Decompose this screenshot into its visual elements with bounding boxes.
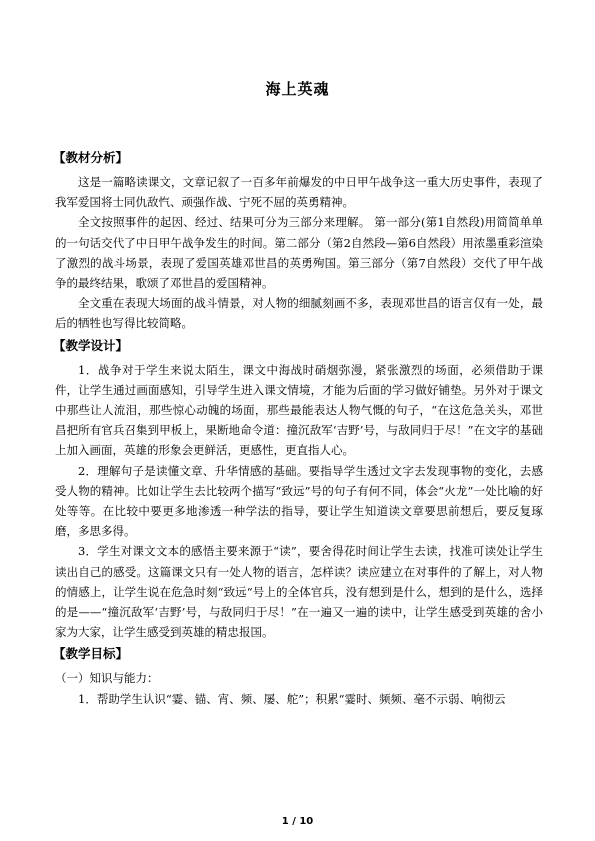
paragraph: 这是一篇略读课文，文章记叙了一百多年前爆发的中日甲午战争这一重大历史事件，表现了我军爱国将士同仇敌忾、顽强作战、宁死不屈的英勇精神。 [55, 175, 543, 210]
paragraph: 全文按照事件的起因、经过、结果可分为三部分来理解。 第一部分(第1自然段)用简简单单的一句话交代了中日甲午战争发生的时间。第二部分（第2自然段—第6自然段）用浓墨重彩渲染了激烈的战斗场景，表现了爱国英雄邓世昌的英勇殉国。第三部分（第7自然段）交代了甲午战争的最终结果，歌颂了邓世昌的爱国精神。 [55, 215, 543, 291]
paragraph: 2．理解句子是读懂文章、升华情感的基础。要指导学生透过文字去发现事物的变化，去感受人物的精神。比如让学生去比较两个描写“致远”号的句子有何不同，体会“火龙”一处比喻的好处等等。在比较中要更多地渗透一种学法的指导，要让学生知道读文章要思前想后，要反复琢磨，多思多得。 [55, 463, 543, 539]
document-body [55, 146, 543, 709]
page-title: 海上英魂 [265, 80, 330, 98]
paragraph: 3．学生对课文文本的感悟主要来源于“读”，要舍得花时间让学生去读，找准可读处让学生读出自己的感受。这篇课文只有一处人物的语言，怎样读？读应建立在对事件的了解上，对人物的情感上，让学生说在危急时刻“致远“号上的全体官兵，没有想到是什么，想到的是什么，选择的是——“撞沉敌军‘吉野’号，与敌同归于尽！”在一遍又一遍的读中，让学生感受到英雄的舍小家为大家，让学生感受到英雄的精忠报国。 [55, 544, 543, 640]
paragraph: 1．战争对于学生来说太陌生，课文中海战时硝烟弥漫，紧张激烈的场面，必须借助于课件，让学生通过画面感知，引导学生进入课文情境，才能为后面的学习做好铺垫。另外对于课文中那些让人流泪，那些惊心动魄的场面，那些最能表达人物气慨的句子，“在这危急关头，邓世昌把所有官兵召集到甲板上，果断地命令道：撞沉敌军‘吉野’号，与敌同归于尽！”在文字的基础上加入画面，英雄的形象会更鲜活，更感性，更直指人心。 [55, 362, 543, 458]
section-heading: 【教学目标】 [53, 646, 129, 662]
paragraph: 全文重在表现大场面的战斗情景，对人物的细腻刻画不多，表现邓世昌的语言仅有一处，最后的牺牲也写得比较简略。 [55, 296, 543, 331]
section-teaching-design [55, 335, 543, 643]
section-teaching-goals [55, 643, 543, 708]
section-heading: 【教学设计】 [53, 337, 129, 353]
subheading: （一）知识与能力： [55, 671, 159, 686]
paragraph: 1．帮助学生认识“霎、锚、宵、频、屡、舵”；积累“霎时、频频、毫不示弱、响彻云 [78, 691, 506, 706]
section-textbook-analysis [55, 147, 543, 334]
section-heading: 【教材分析】 [53, 150, 129, 165]
page-number: 1 / 10 [281, 816, 314, 827]
